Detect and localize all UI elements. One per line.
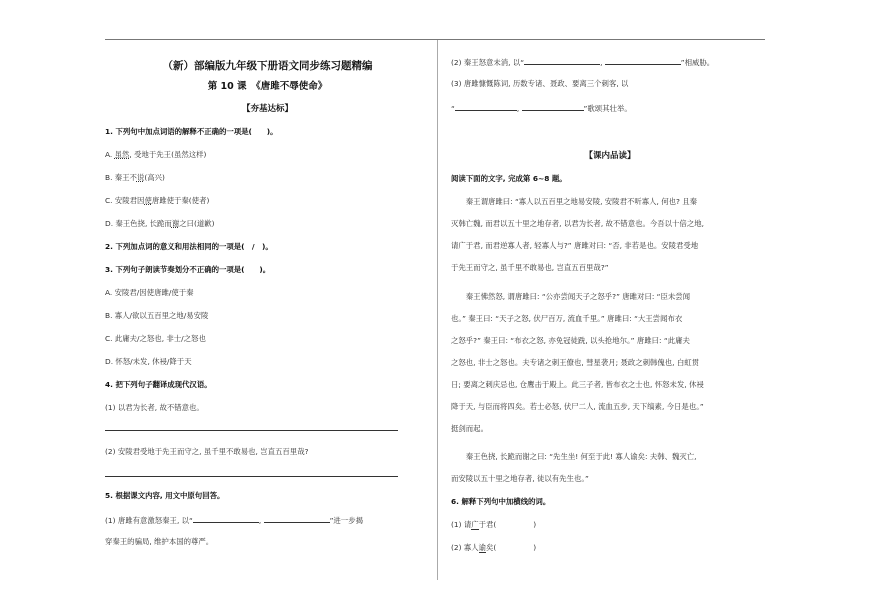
question-5-item-2: (2) 秦王怒意未消, 以“ , ”相威胁。 xyxy=(451,58,715,67)
reading-instructions: 阅读下面的文字, 完成第 6~8 题。 xyxy=(451,174,567,183)
question-1-option-a: A. 虽然, 受地于先王(虽然这样) xyxy=(105,150,207,159)
question-3-option-a: A. 安陵君/因使唐雎/使于秦 xyxy=(105,288,194,297)
passage-line: 挺剑而起。 xyxy=(451,424,488,433)
blank[interactable] xyxy=(193,514,259,523)
question-4-sentence-1: (1) 以君为长者, 故不错意也。 xyxy=(105,403,204,412)
question-3-stem: 3. 下列句子朗读节奏划分不正确的一项是( )。 xyxy=(105,265,271,274)
passage-line: 降于天, 与臣而将四矣。若士必怒, 伏尸二人, 流血五步, 天下缟素, 今日是也。” xyxy=(451,402,704,411)
question-1-stem: 1. 下列句中加点词语的解释不正确的一项是( )。 xyxy=(105,127,278,136)
question-1-option-b: B. 秦王不说(高兴) xyxy=(105,173,165,182)
blank[interactable] xyxy=(264,514,330,523)
passage-line: 而安陵以五十里之地存者, 徒以有先生也。” xyxy=(451,474,589,483)
passage-line: 秦王怫然怒, 谓唐雎曰: “公亦尝闻天子之怒乎?” 唐雎对曰: “臣未尝闻 xyxy=(451,292,691,301)
passage-line: 灭韩亡魏, 而君以五十里之地存者, 以君为长者, 故不错意也。今吾以十倍之地, xyxy=(451,219,704,228)
blank[interactable] xyxy=(524,56,600,65)
column-divider xyxy=(437,40,438,580)
question-3-option-d: D. 怀怒/未发, 休祲/降于天 xyxy=(105,357,192,366)
question-3-option-c: C. 此庸夫/之怒也, 非士/之怒也 xyxy=(105,334,206,343)
passage-line: 秦王色挠, 长跪而谢之曰: “先生坐! 何至于此! 寡人谕矣: 夫韩、魏灭亡, xyxy=(451,452,697,461)
question-5-item-3: (3) 唐雎慷慨陈词, 历数专诸、聂政、要离三个刺客, 以 xyxy=(451,79,629,88)
question-2-stem: 2. 下列加点词的意义和用法相同的一项是( / )。 xyxy=(105,242,273,251)
passage-line: 也。” 秦王曰: “天子之怒, 伏尸百万, 流血千里。” 唐雎曰: “大王尝闻布衣 xyxy=(451,314,683,323)
section-heading-reading: 【课内品读】 xyxy=(584,151,636,161)
question-5-item-1-cont: 穿秦王的骗局, 维护本国的尊严。 xyxy=(105,537,214,546)
question-4-stem: 4. 把下列句子翻译成现代汉语。 xyxy=(105,380,212,389)
question-5-item-3-cont: “ , ”歌颂其壮举。 xyxy=(451,104,632,113)
question-6-stem: 6. 解释下列句中加横线的词。 xyxy=(451,497,551,506)
blank[interactable] xyxy=(522,102,584,111)
passage-line: 之怒也, 非士之怒也。夫专诸之刺王僚也, 彗星袭月; 聂政之刺韩傀也, 白虹贯 xyxy=(451,358,700,367)
section-heading-basics: 【夯基达标】 xyxy=(241,104,293,114)
question-6-item-2: (2) 寡人谕矣( ) xyxy=(451,543,537,552)
passage-line: 于先王而守之, 虽千里不敢易也, 岂直五百里哉?” xyxy=(451,263,609,272)
answer-line-2[interactable] xyxy=(105,476,398,477)
answer-line-1[interactable] xyxy=(105,430,398,431)
blank[interactable] xyxy=(455,102,517,111)
blank[interactable] xyxy=(605,56,681,65)
question-1-option-c: C. 安陵君因使唐雎使于秦(使者) xyxy=(105,196,210,205)
question-5-stem: 5. 根据课文内容, 用文中原句回答。 xyxy=(105,491,225,500)
question-5-item-1: (1) 唐雎有意激怒秦王, 以“ , ”进一步揭 xyxy=(105,516,363,525)
passage-line: 秦王谓唐雎曰: “寡人以五百里之地易安陵, 安陵君不听寡人, 何也? 且秦 xyxy=(451,197,698,206)
passage-line: 请广于君, 而君逆寡人者, 轻寡人与?” 唐雎对曰: “否, 非若是也。安陵君受地 xyxy=(451,241,699,250)
left-column xyxy=(105,0,430,615)
right-column xyxy=(451,0,769,615)
passage-line: 日; 要离之刺庆忌也, 仓鹰击于殿上。此三子者, 皆布衣之士也, 怀怒未发, 休祲 xyxy=(451,380,704,389)
passage-line: 之怒乎?” 秦王曰: “布衣之怒, 亦免冠徒跣, 以头抢地尔。” 唐雎曰: “此庸夫 xyxy=(451,336,690,345)
question-6-item-1: (1) 请广于君( ) xyxy=(451,520,537,529)
document-title: （新）部编版九年级下册语文同步练习题精编 xyxy=(162,60,373,72)
question-4-sentence-2: (2) 安陵君受地于先王而守之, 虽千里不敢易也, 岂直五百里哉? xyxy=(105,447,309,456)
question-3-option-b: B. 寡人/欲以五百里之地/易安陵 xyxy=(105,311,209,320)
question-1-option-d: D. 秦王色挠, 长跪而谢之曰(道歉) xyxy=(105,219,215,228)
lesson-title: 第 10 课 《唐雎不辱使命》 xyxy=(207,81,328,92)
